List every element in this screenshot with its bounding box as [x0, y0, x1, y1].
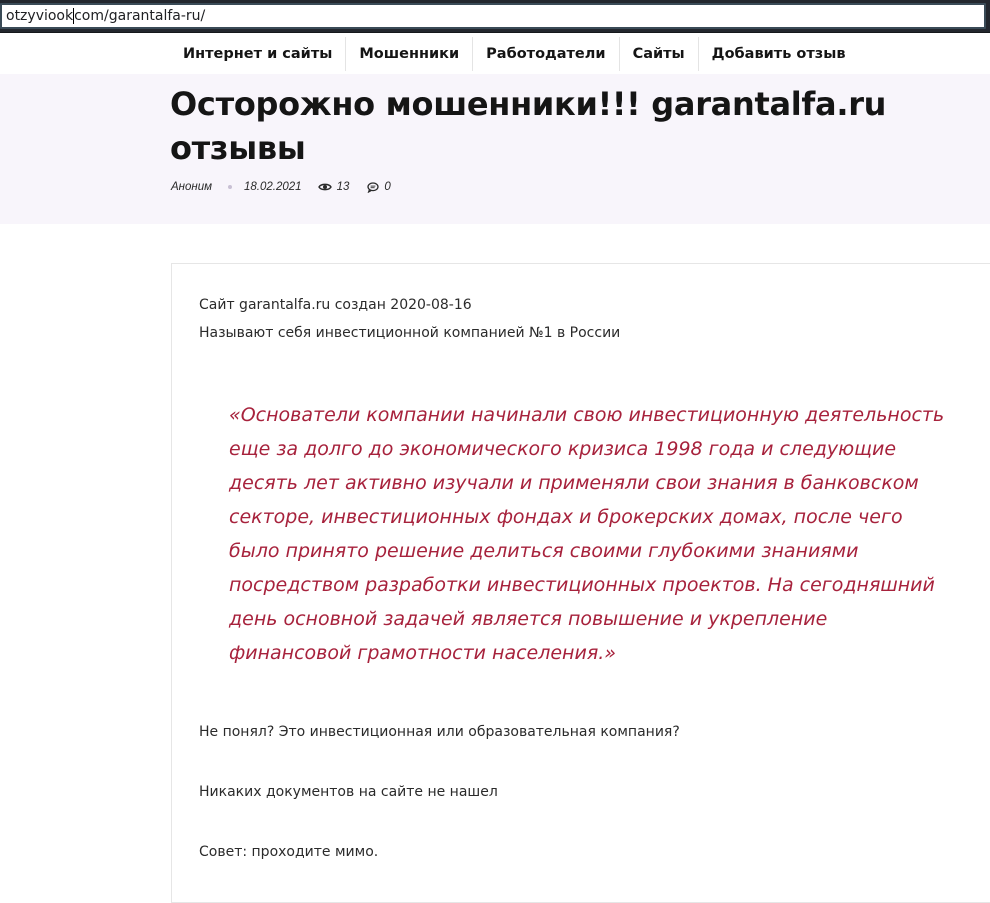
url-input[interactable]	[0, 3, 986, 29]
company-quote: «Основатели компании начинали свою инвестиционную деятельность еще за долго до экономического кризиса 1998 года и следующие десять лет активно изучали и применяли свои знания в банковском секторе, инвестиционных фондах и брокерских домах, после чего было принято решение делиться своими глубокими знаниями посредством разработки инвестиционных проектов. На сегодняшний день основной задачей является повышение и укрепление финансовой грамотности населения.»	[229, 404, 945, 664]
comment-icon[interactable]	[367, 182, 379, 193]
article-question: Не понял? Это инвестиционная или образовательная компания?	[199, 724, 680, 740]
nav-item-sites[interactable]: Сайты	[619, 37, 698, 71]
nav-item-employers[interactable]: Работодатели	[472, 37, 618, 71]
post-author[interactable]: Аноним	[171, 181, 213, 193]
eye-icon	[318, 182, 332, 192]
browser-address-bar	[0, 0, 990, 33]
article-line-claim: Называют себя инвестиционной компанией №1 в России	[199, 325, 621, 341]
article-advice: Совет: проходите мимо.	[199, 844, 379, 860]
article-no-documents: Никаких документов на сайте не нашел	[199, 784, 498, 800]
nav-item-internet-sites[interactable]: Интернет и сайты	[183, 46, 333, 62]
comments-count[interactable]: 0	[384, 181, 391, 193]
nav-item-add-review[interactable]: Добавить отзыв	[698, 37, 859, 71]
url-prefix: otzyviook	[6, 8, 74, 24]
meta-separator	[228, 185, 232, 189]
nav-item-scammers[interactable]: Мошенники	[345, 37, 472, 71]
article-line-created: Сайт garantalfa.ru создан 2020-08-16	[199, 297, 472, 313]
page-title: Осторожно мошенники!!! garantalfa.ru отзывы	[170, 85, 887, 167]
url-rest: com/garantalfa-ru/	[74, 8, 206, 24]
article-body	[171, 263, 990, 903]
views-count: 13	[336, 181, 350, 193]
post-date: 18.02.2021	[244, 181, 302, 193]
post-header	[0, 74, 990, 224]
main-navigation	[0, 33, 990, 74]
nav-list	[170, 37, 859, 71]
post-meta	[171, 179, 391, 195]
